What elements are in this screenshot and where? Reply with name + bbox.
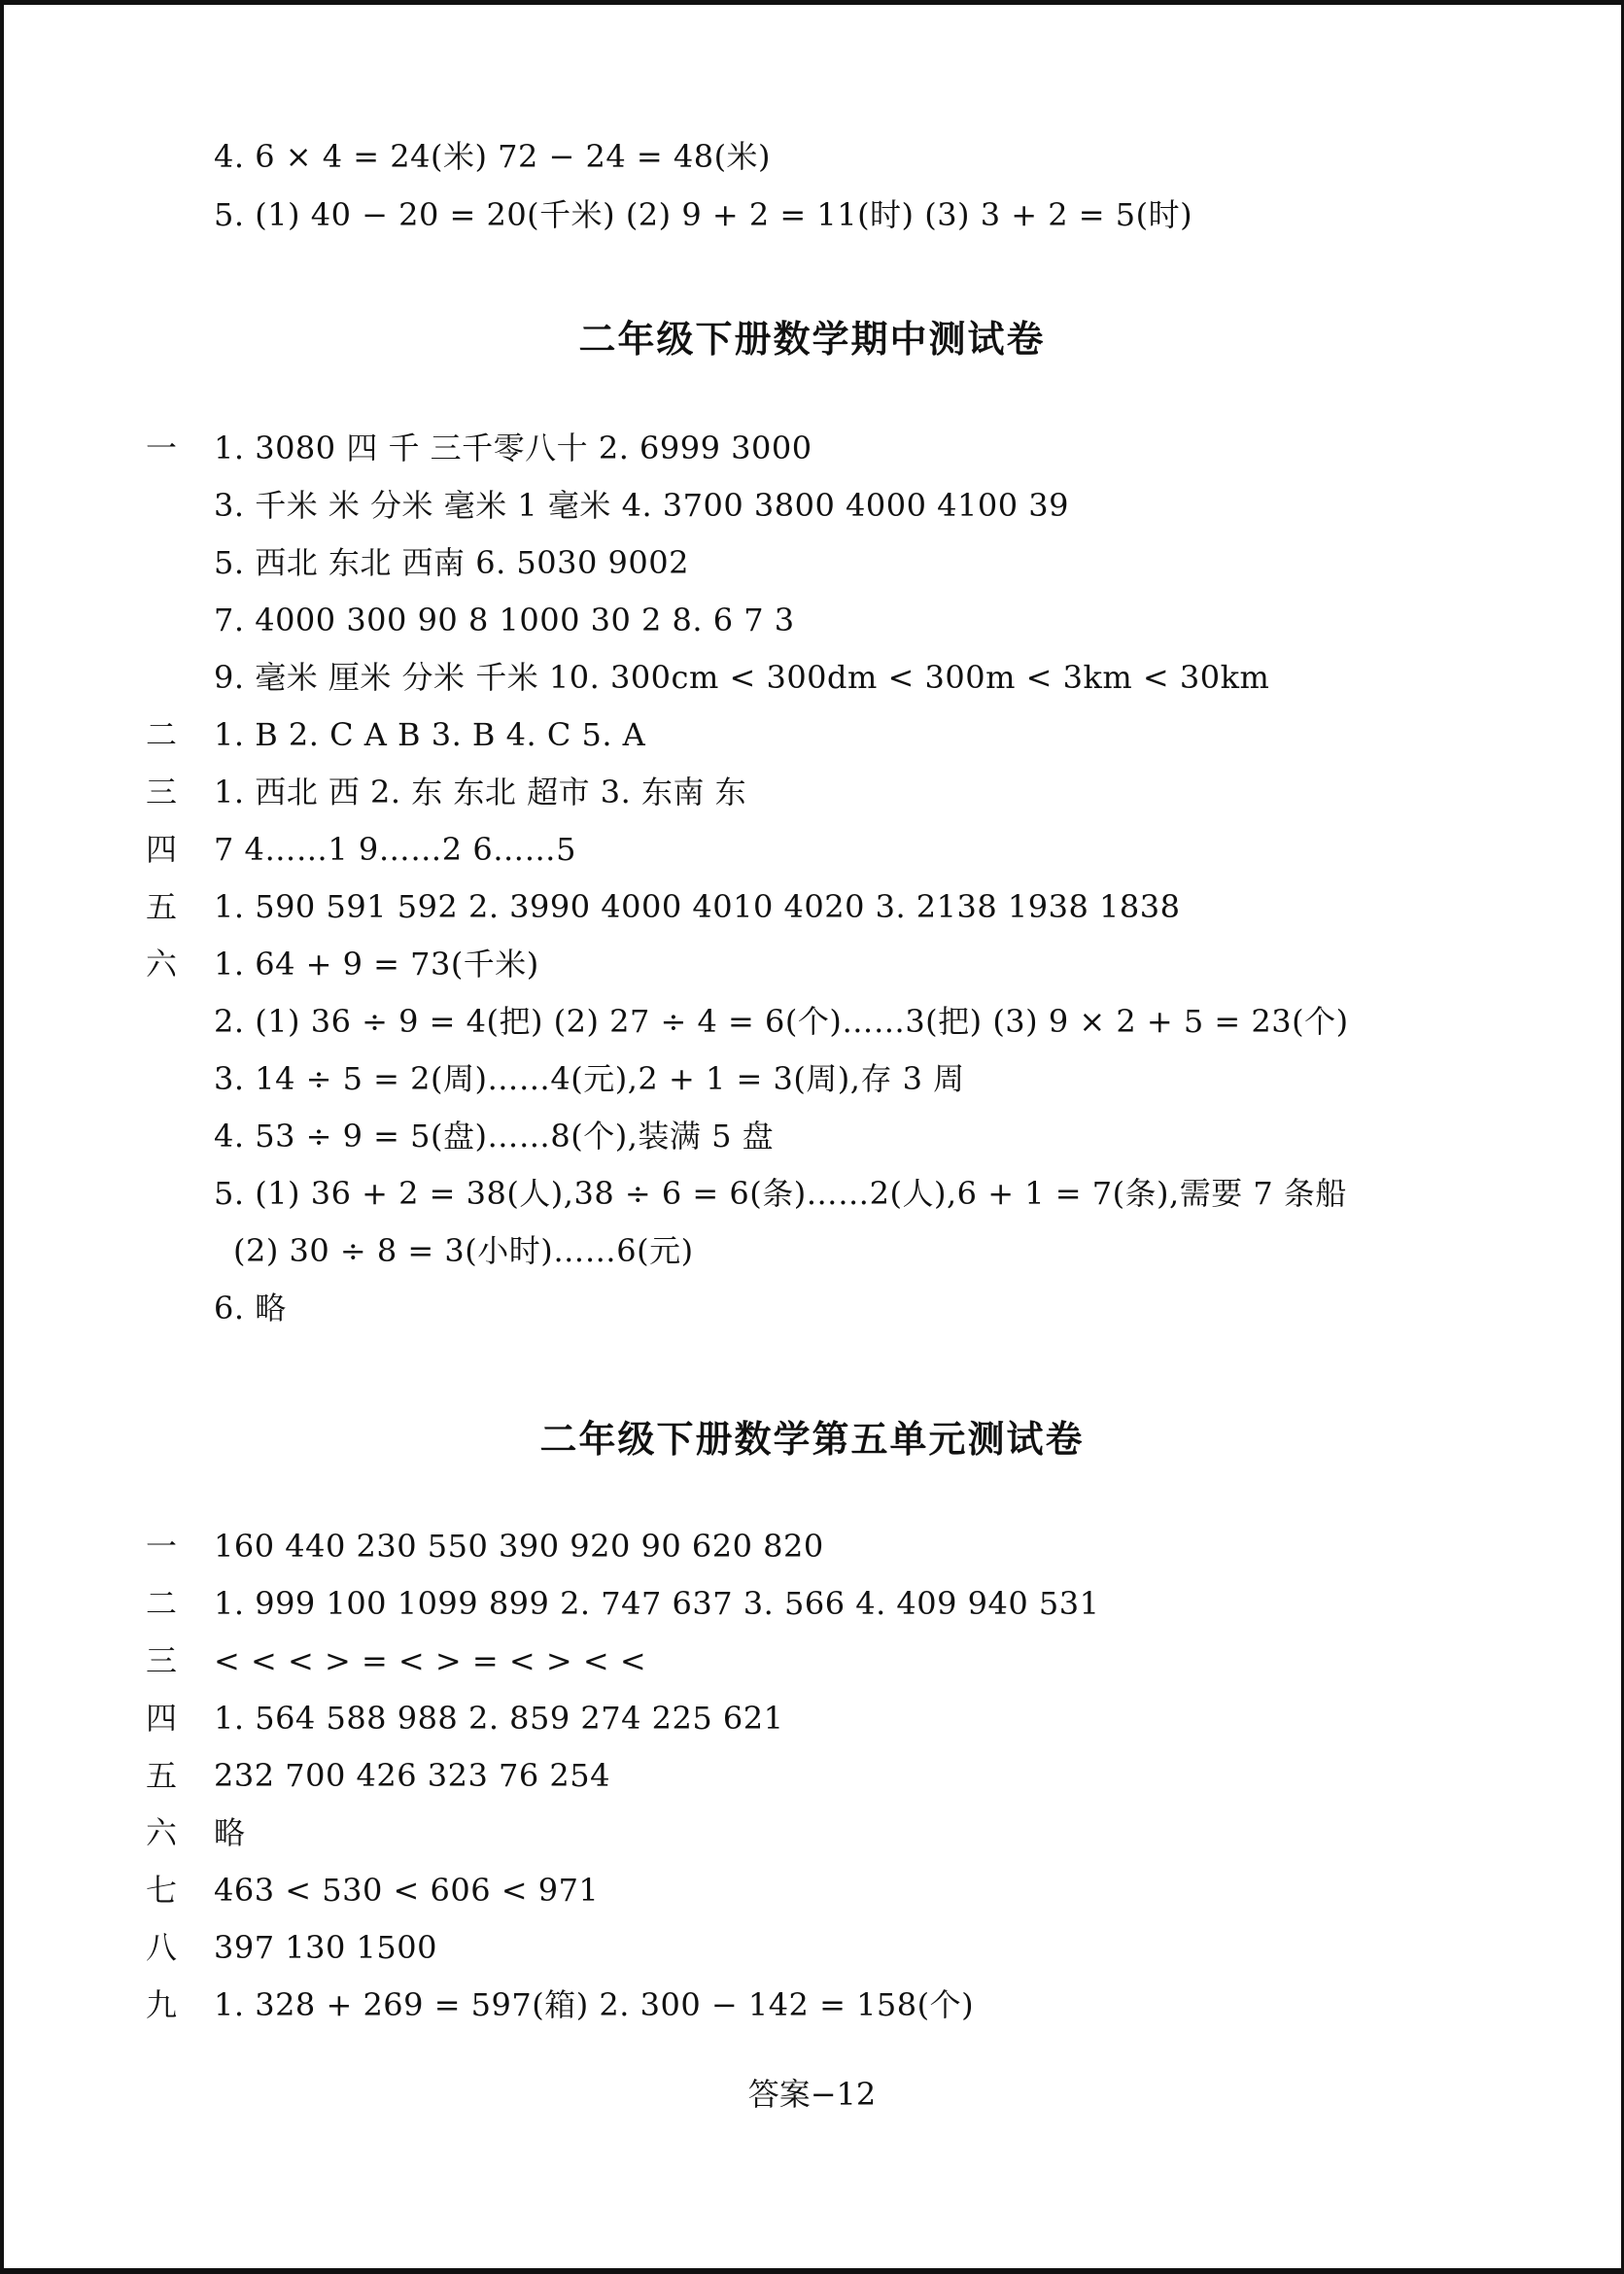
answer-line: 七 463 < 530 < 606 < 971 — [0, 1862, 1624, 1918]
question-number: 四 — [146, 1700, 178, 1737]
answer-line: 八 397 130 1500 — [0, 1919, 1624, 1976]
answer-line: (2) 30 ÷ 8 = 3(小时)……6(元) — [233, 1232, 694, 1269]
page-border-top — [0, 0, 1624, 5]
answer-line: 四 7 4……1 9……2 6……5 — [0, 821, 1624, 878]
answer-line: 四 1. 564 588 988 2. 859 274 225 621 — [0, 1690, 1624, 1746]
question-number: 一 — [146, 1528, 178, 1565]
answer-line: 六 略 — [0, 1805, 1624, 1861]
answer-line: 二 1. 999 100 1099 899 2. 747 637 3. 566 4. 409 940 531 — [0, 1575, 1624, 1632]
question-number: 五 — [146, 1757, 178, 1794]
answer-line: 二 1. B 2. C A B 3. B 4. C 5. A — [0, 706, 1624, 763]
answer-line: 5. (1) 36 + 2 = 38(人),38 ÷ 6 = 6(条)……2(人),6 + 1 = 7(条),需要 7 条船 — [214, 1175, 1347, 1212]
answer-line: 五 232 700 426 323 76 254 — [0, 1747, 1624, 1804]
answer-line: 3. 14 ÷ 5 = 2(周)……4(元),2 + 1 = 3(周),存 3 周 — [214, 1060, 965, 1097]
answer-line: 三 1. 西北 西 2. 东 东北 超市 3. 东南 东 — [0, 764, 1624, 820]
page-border-bottom — [0, 2268, 1624, 2274]
section-title: 二年级下册数学第五单元测试卷 — [539, 1418, 1085, 1461]
answer-line: 5. (1) 40 − 20 = 20(千米) (2) 9 + 2 = 11(时) (3) 3 + 2 = 5(时) — [214, 196, 1193, 233]
question-number: 三 — [146, 774, 178, 810]
answer-line: 4. 53 ÷ 9 = 5(盘)……8(个),装满 5 盘 — [214, 1118, 775, 1154]
question-number: 二 — [146, 1585, 178, 1622]
answer-line: 5. 西北 东北 西南 6. 5030 9002 — [214, 544, 689, 581]
answer-line: 6. 略 — [214, 1290, 287, 1326]
question-number: 二 — [146, 716, 178, 753]
answer-line: 五 1. 590 591 592 2. 3990 4000 4010 4020 3. 2138 1938 1838 — [0, 879, 1624, 935]
answer-line: 9. 毫米 厘米 分米 千米 10. 300cm < 300dm < 300m < 3km < 30km — [214, 659, 1270, 696]
question-number: 六 — [146, 946, 178, 982]
question-number: 六 — [146, 1814, 178, 1851]
answer-line: 九 1. 328 + 269 = 597(箱) 2. 300 − 142 = 158(个) — [0, 1977, 1624, 2033]
question-number: 九 — [146, 1986, 178, 2023]
question-number: 五 — [146, 888, 178, 925]
answer-line: 一 160 440 230 550 390 920 90 620 820 — [0, 1518, 1624, 1574]
question-number: 八 — [146, 1929, 178, 1966]
answer-line: 一 1. 3080 四 千 三千零八十 2. 6999 3000 — [0, 420, 1624, 476]
question-number: 一 — [146, 430, 178, 466]
question-number: 七 — [146, 1872, 178, 1909]
answer-line: 7. 4000 300 90 8 1000 30 2 8. 6 7 3 — [214, 602, 795, 638]
answer-line: 三 < < < > = < > = < > < < — [0, 1633, 1624, 1689]
answer-line: 4. 6 × 4 = 24(米) 72 − 24 = 48(米) — [214, 138, 772, 175]
answer-line: 2. (1) 36 ÷ 9 = 4(把) (2) 27 ÷ 4 = 6(个)……3(把) (3) 9 × 2 + 5 = 23(个) — [214, 1003, 1349, 1040]
question-number: 三 — [146, 1642, 178, 1679]
question-number: 四 — [146, 831, 178, 868]
section-title: 二年级下册数学期中测试卷 — [578, 318, 1046, 361]
answer-line: 六 1. 64 + 9 = 73(千米) — [0, 936, 1624, 992]
answer-line: 3. 千米 米 分米 毫米 1 毫米 4. 3700 3800 4000 4100 39 — [214, 487, 1069, 524]
page-number: 答案−12 — [747, 2076, 877, 2113]
